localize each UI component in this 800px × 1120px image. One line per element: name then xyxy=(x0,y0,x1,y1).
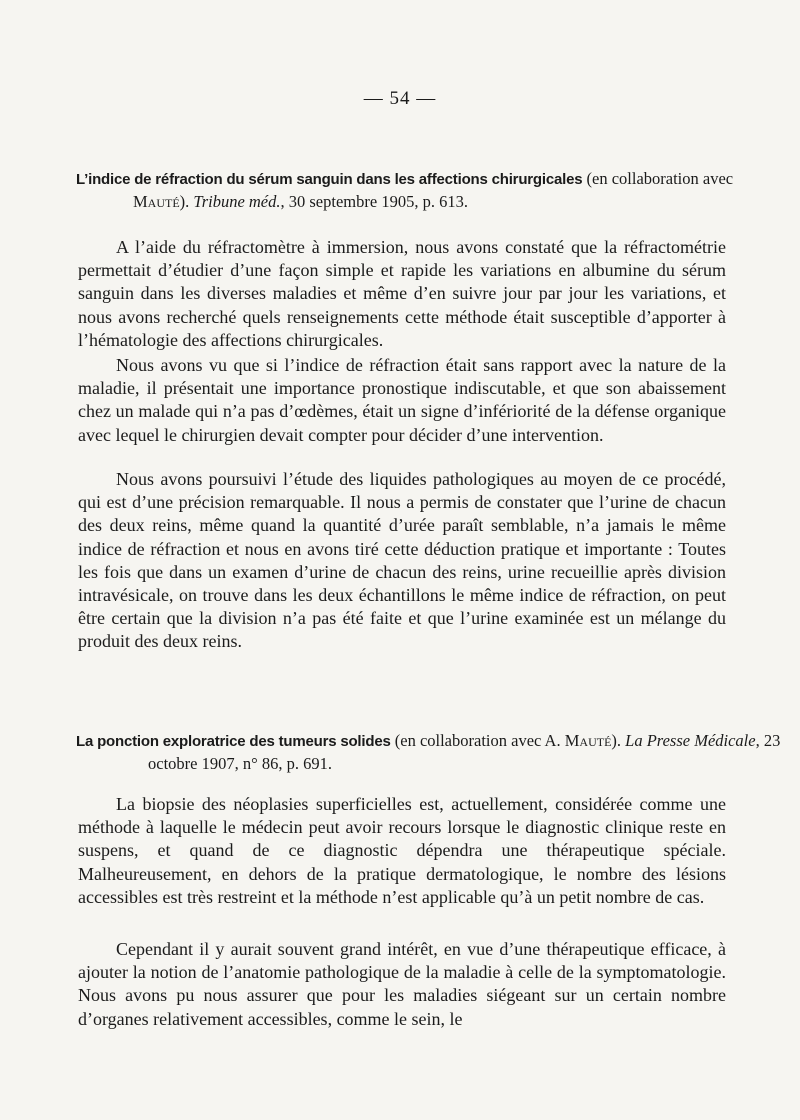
paragraph: Nous avons poursuivi l’étude des liquides pathologiques au moyen de ce procédé, qui est d’une précision remarquable. Il nous a permis de constater que l’urine de chacun des deux reins, même quand la quantité d’urée paraît semblable, n’a jamais le même indice de réfraction et nous en avons tiré cette déduction pratique et importante : Toutes les fois que dans un examen d’urine de chacun des reins, urine recueillie après division intravésicale, on trouve dans les deux échantillons le même indice de réfraction, on peut être certain que la division n’a pas été faite et que l’urine examinée est un mélange du produit des deux reins. xyxy=(78,469,726,652)
article-journal-1: Tribune méd. xyxy=(193,192,281,211)
paragraph: Nous avons vu que si l’indice de réfraction était sans rapport avec la nature de la maladie, il présentait une importance pronostique indiscutable, et que son abaissement chez un malade qui n’a pas d’œdèmes, était un signe d’infériorité de la défense organique avec lequel le chirurgien devait compter pour décider d’une intervention. xyxy=(78,355,726,445)
article-after-author-2: ). xyxy=(611,731,626,750)
article-journal-2: La Presse Médicale xyxy=(625,731,756,750)
paragraph: Cependant il y aurait souvent grand intérêt, en vue d’une thérapeutique efficace, à ajouter la notion de l’anatomie pathologique de la maladie à celle de la symptomatologie. Nous avons pu nous assurer que pour les maladies siégeant sur un certain nombre d’organes relativement accessibles, comme le sein, le xyxy=(78,939,726,1029)
article-details-1: , 30 septembre 1905, p. 613. xyxy=(280,192,468,211)
article-reference-2 xyxy=(76,730,800,775)
article-details-2: , 23 octobre 1907, n° 86, p. 691. xyxy=(148,731,781,773)
page-number: — 54 — xyxy=(363,88,437,109)
paragraph: A l’aide du réfractomètre à immersion, nous avons constaté que la réfractométrie permettait d’étudier d’une façon simple et rapide les variations en albumine du sérum sanguin dans les diverses maladies et même d’en suivre jour par jour les variations, et nous avons recherché quels renseignements cette méthode était susceptible d’apporter à l’hématologie des affections chirurgicales. xyxy=(78,237,726,350)
article-author-2: Mauté xyxy=(564,731,612,750)
article-author-1: Mauté xyxy=(133,192,180,211)
article-reference-1 xyxy=(76,168,787,213)
paragraph: La biopsie des néoplasies superficielles est, actuellement, considérée comme une méthode à laquelle le médecin peut avoir recours lorsque le diagnostic clinique reste en suspens, et quand de ce diagnostic dépendra une thérapeutique spéciale. Malheureusement, en dehors de la pratique dermatologique, le nombre des lésions accessibles est très restreint et la méthode n’est applicable qu’à un petit nombre de cas. xyxy=(78,794,726,907)
article-title-1: L’indice de réfraction du sérum sanguin dans les affections chirurgicales xyxy=(76,171,583,188)
article-after-author-1: ). xyxy=(179,192,194,211)
article-title-2: La ponction exploratrice des tumeurs solides xyxy=(76,733,391,750)
article-collab-1: (en collaboration avec xyxy=(582,169,734,188)
article-collab-2: (en collaboration avec A. xyxy=(390,731,565,750)
